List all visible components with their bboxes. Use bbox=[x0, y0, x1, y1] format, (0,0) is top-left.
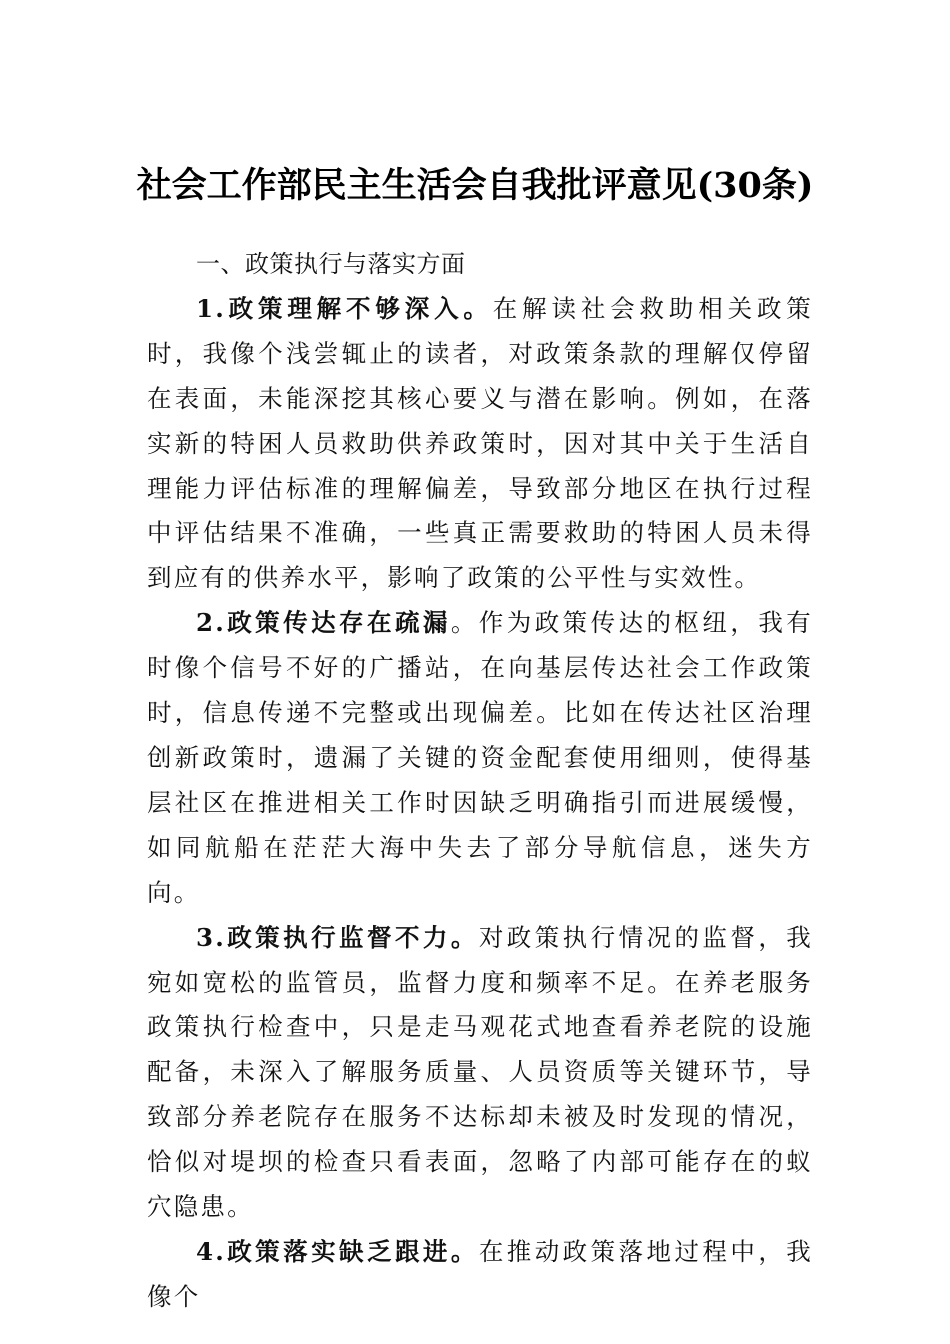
section-heading: 一、政策执行与落实方面 bbox=[196, 250, 466, 278]
paragraph-item-3 bbox=[147, 916, 813, 1230]
paragraph-item-4 bbox=[147, 1230, 813, 1320]
item-lead: 2.政策传达存在疏漏 bbox=[196, 608, 451, 638]
item-text: 在解读社会救助相关政策时，我像个浅尝辄止的读者，对政策条款的理解仅停留在表面，未能深挖其核心要义与潜在影响。例如，在落实新的特困人员救助供养政策时，因对其中关于生活自理能力评估标准的理解偏差，导致部分地区在执行过程中评估结果不准确，一些真正需要救助的特困人员未得到应有的供养水平，影响了政策的公平性与实效性。 bbox=[147, 293, 814, 593]
paragraph-item-1 bbox=[147, 287, 813, 601]
item-text: 在推动政策落地过程中，我像个 bbox=[147, 1236, 813, 1311]
document-body bbox=[147, 242, 813, 1320]
paragraph-item-2 bbox=[147, 601, 813, 915]
document-title: 社会工作部民主生活会自我批评意见(30条) bbox=[136, 165, 814, 206]
item-lead: 1.政策理解不够深入。 bbox=[196, 293, 493, 323]
item-text: 对政策执行情况的监督，我宛如宽松的监管员，监督力度和频率不足。在养老服务政策执行检查中，只是走马观花式地查看养老院的设施配备，未深入了解服务质量、人员资质等关键环节，导致部分养老院存在服务不达标却未被及时发现的情况，恰似对堤坝的检查只看表面，忽略了内部可能存在的蚁穴隐患。 bbox=[147, 922, 813, 1222]
item-lead: 3.政策执行监督不力。 bbox=[196, 922, 479, 952]
item-text: 。作为政策传达的枢纽，我有时像个信号不好的广播站，在向基层传达社会工作政策时，信息传递不完整或出现偏差。比如在传达社区治理创新政策时，遗漏了关键的资金配套使用细则，使得基层社区在推进相关工作时因缺乏明确指引而进展缓慢，如同航船在茫茫大海中失去了部分导航信息，迷失方向。 bbox=[147, 608, 813, 907]
item-lead: 4.政策落实缺乏跟进。 bbox=[196, 1236, 479, 1266]
